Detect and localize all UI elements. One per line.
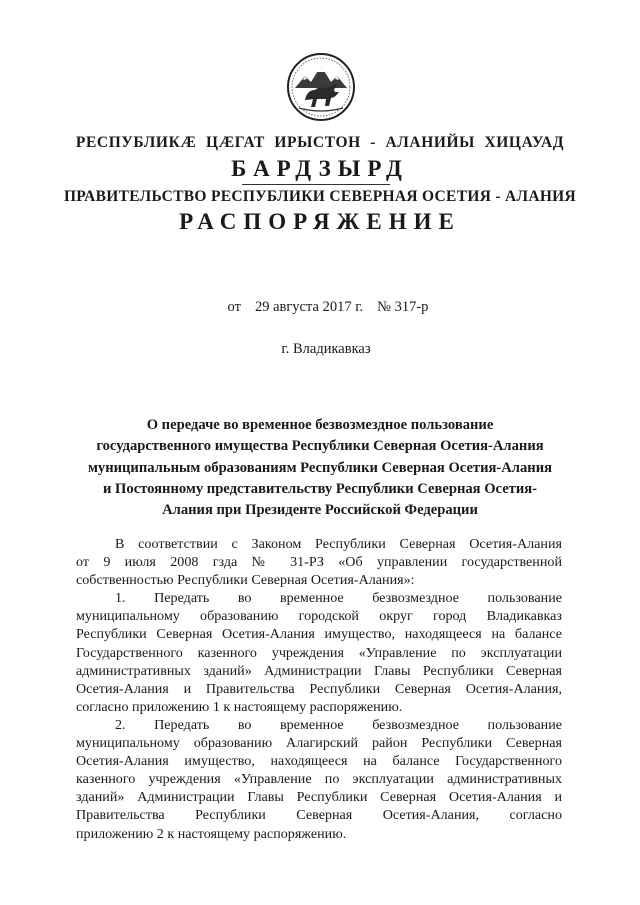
body-line: Государственного казенного учреждения «Управление по эксплуатации	[76, 644, 562, 661]
title-line: Алания при Президенте Российской Федерации	[162, 502, 478, 519]
document-date: 29 августа 2017 г.	[254, 299, 364, 315]
item-2-paragraph	[76, 716, 562, 843]
title-line: государственного имущества Республики Северная Осетия-Алания	[96, 438, 544, 455]
body-line: от 9 июля 2008 гзда № 31-РЗ «Об управлении государственной	[76, 554, 562, 571]
preamble-paragraph	[76, 535, 562, 589]
item-1-paragraph	[76, 589, 562, 716]
body-line: Осетия-Алания имущество, находящееся на балансе Государственного	[76, 753, 562, 770]
title-line: О передаче во временное безвозмездное пользование	[146, 417, 494, 433]
body-line: 2. Передать во временное безвозмездное пользование	[115, 716, 562, 733]
body-line: В соответствии с Законом Республики Северная Осетия-Алания	[115, 536, 562, 552]
body-line: приложению 2 к настоящему распоряжению.	[76, 825, 347, 842]
ossetian-document-type: БАРДЗЫРД	[231, 156, 409, 181]
body-line: Правительства Республики Северная Осетия-Алания, согласно	[76, 807, 562, 824]
body-line: административных зданий» Администрации Главы Республики Северная	[76, 662, 562, 679]
title-line: муниципальным образованиям Республики Северная Осетия-Алания	[87, 459, 553, 476]
russian-document-type: РАСПОРЯЖЕНИЕ	[179, 209, 461, 234]
body-line: 1. Передать во временное безвозмездное пользование	[115, 590, 562, 607]
ossetian-government-name: РЕСПУБЛИКÆ ЦÆГАТ ИРЫСТОН - АЛАНИЙЫ ХИЦАУАД	[75, 134, 565, 151]
date-prefix: от	[227, 299, 241, 315]
document-title	[62, 415, 578, 521]
body-line: казенного учреждения «Управление по эксплуатации административных	[76, 771, 562, 788]
header-divider	[242, 184, 390, 185]
body-line: муниципальному образованию Алагирский район Республики Северная	[76, 735, 562, 752]
body-line: собственностью Республики Северная Осетия-Алания»:	[76, 572, 415, 589]
body-line: Республики Северная Осетия-Алания имущество, находящееся на балансе	[76, 626, 562, 643]
body-line: зданий» Администрации Главы Республики Северная Осетия-Алания и	[76, 789, 562, 806]
body-line: Осетия-Алания и Правительства Республики Северная Осетия-Алания,	[76, 680, 562, 697]
document-body	[76, 535, 562, 843]
coat-of-arms-icon	[283, 52, 359, 122]
body-line: муниципальному образованию городской округ город Владикавказ	[76, 608, 562, 625]
title-line: и Постоянному представительству Республики Северная Осетия-	[102, 480, 538, 497]
document-number: № 317-р	[377, 299, 429, 315]
body-line: согласно приложению 1 к настоящему распоряжению.	[76, 698, 403, 715]
document-date-number	[8, 299, 640, 316]
document-city: г. Владикавказ	[281, 341, 371, 357]
russian-government-name: ПРАВИТЕЛЬСТВО РЕСПУБЛИКИ СЕВЕРНАЯ ОСЕТИЯ - АЛАНИЯ	[63, 188, 577, 205]
